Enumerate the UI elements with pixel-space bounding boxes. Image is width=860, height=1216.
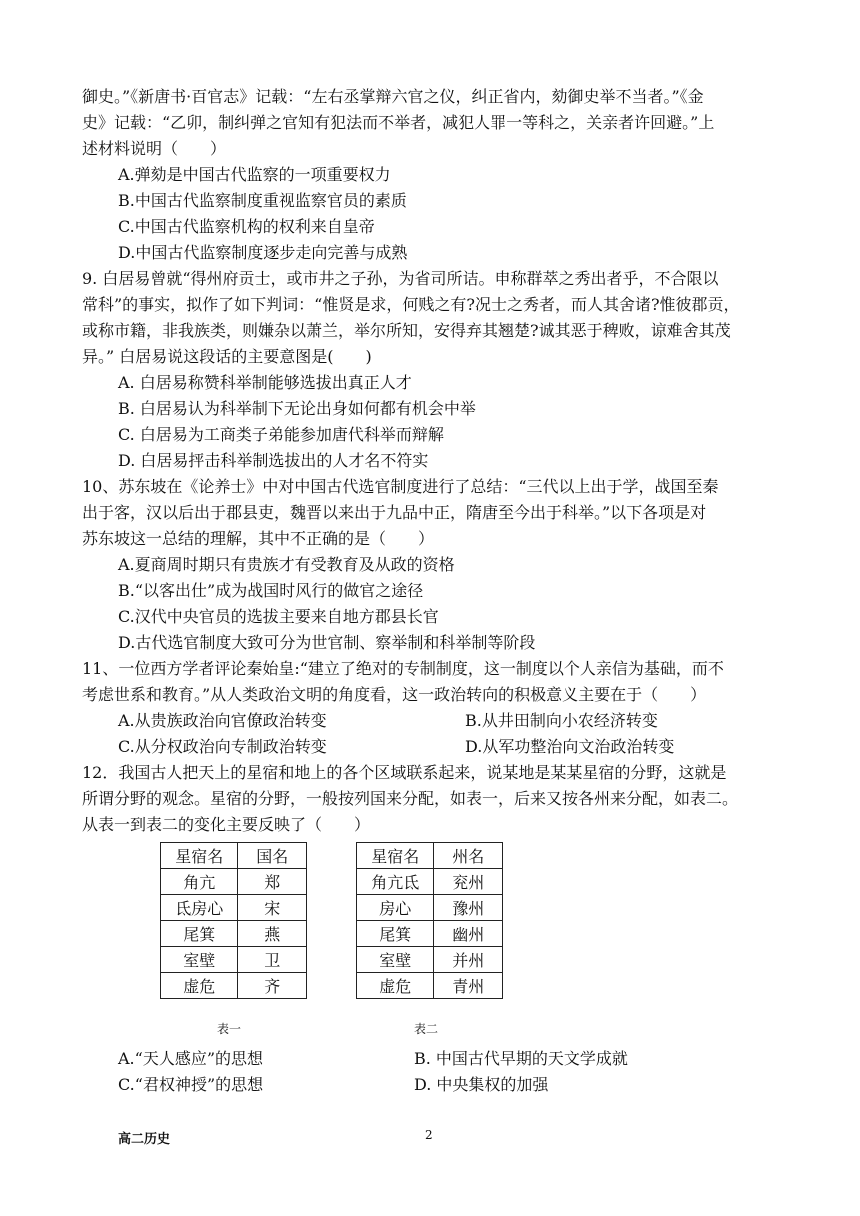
question-text-line: 10、苏东坡在《论养士》中对中国古代选官制度进行了总结：“三代以上出于学，战国至秦 [82, 477, 719, 496]
table-cell: 角亢氐 [357, 869, 434, 895]
question-text-line: 从表一到表二的变化主要反映了（ ） [82, 815, 371, 834]
option-a: A.“天人感应”的思想 [118, 1049, 264, 1068]
table-cell: 尾箕 [357, 921, 434, 947]
option-d: D. 中央集权的加强 [414, 1075, 549, 1094]
table-two-caption: 表二 [414, 1022, 439, 1036]
footer-subject: 高二历史 [118, 1132, 171, 1147]
table-cell: 幽州 [434, 921, 503, 947]
table-cell: 氐房心 [161, 895, 238, 921]
table-cell: 燕 [238, 921, 307, 947]
option-b: B.“以客出仕”成为战国时风行的做官之途径 [118, 581, 424, 600]
table-cell: 齐 [238, 973, 307, 999]
table-two [356, 842, 503, 999]
table-cell: 虚危 [161, 973, 238, 999]
table-row [161, 947, 307, 973]
page-number: 2 [425, 1128, 433, 1142]
table-cell: 房心 [357, 895, 434, 921]
table-row [357, 973, 503, 999]
table-row [161, 869, 307, 895]
table-row [357, 947, 503, 973]
option-a: A.从贵族政治向官僚政治转变 [118, 711, 327, 730]
table-cell: 卫 [238, 947, 307, 973]
option-a: A.夏商周时期只有贵族才有受教育及从政的资格 [118, 555, 455, 574]
option-d: D.从军功整治向文治政治转变 [465, 737, 675, 756]
question-text-line: 出于客，汉以后出于郡县吏，魏晋以来出于九品中正，隋唐至今出于科举。”以下各项是对 [82, 503, 707, 522]
table-row [357, 895, 503, 921]
table-header-cell: 星宿名 [357, 843, 434, 869]
question-text-line: 异。” 白居易说这段话的主要意图是( ) [82, 347, 372, 366]
question-text-line: 述材料说明（ ） [82, 139, 227, 158]
table-header-row [357, 843, 503, 869]
table-cell: 室壁 [357, 947, 434, 973]
option-c: C.“君权神授”的思想 [118, 1075, 264, 1094]
option-b: B. 白居易认为科举制下无论出身如何都有机会中举 [118, 399, 476, 418]
table-cell: 郑 [238, 869, 307, 895]
table-header-cell: 州名 [434, 843, 503, 869]
option-b: B. 中国古代早期的天文学成就 [414, 1049, 628, 1068]
table-one [160, 842, 307, 999]
question-text-line: 御史。”《新唐书·百官志》记载：“左右丞掌辩六官之仪，纠正省内，劾御史举不当者。”《金 [82, 87, 704, 106]
question-text-line: 苏东坡这一总结的理解，其中不正确的是（ ） [82, 529, 435, 548]
option-c: C.从分权政治向专制政治转变 [118, 737, 327, 756]
table-cell: 兖州 [434, 869, 503, 895]
option-d: D.古代选官制度大致可分为世官制、察举制和科举制等阶段 [118, 633, 536, 652]
table-cell: 角亢 [161, 869, 238, 895]
option-c: C.中国古代监察机构的权利来自皇帝 [118, 217, 375, 236]
question-text-line: 史》记载：“乙卯，制纠弹之官知有犯法而不举者，减犯人罪一等科之，关亲者许回避。”上 [82, 113, 715, 132]
question-text-line: 考虑世系和教育。”从人类政治文明的角度看，这一政治转向的积极意义主要在于（ ） [82, 685, 707, 704]
table-cell: 并州 [434, 947, 503, 973]
option-c: C.汉代中央官员的选拔主要来自地方郡县长官 [118, 607, 439, 626]
table-row [357, 869, 503, 895]
question-text-line: 所谓分野的观念。星宿的分野，一般按列国来分配，如表一，后来又按各州来分配，如表二。 [82, 789, 739, 808]
table-cell: 室壁 [161, 947, 238, 973]
question-text-line: 常科”的事实，拟作了如下判词：“惟贤是求，何贱之有?况士之秀者，而人其舍诸?惟彼郡贡， [82, 295, 740, 314]
table-cell: 青州 [434, 973, 503, 999]
table-row [161, 973, 307, 999]
table-one-caption: 表一 [217, 1022, 242, 1036]
table-header-cell: 国名 [238, 843, 307, 869]
option-b: B.从井田制向小农经济转变 [465, 711, 658, 730]
option-d: D. 白居易抨击科举制选拔出的人才名不符实 [118, 451, 429, 470]
option-a: A. 白居易称赞科举制能够选拔出真正人才 [118, 373, 412, 392]
question-text-line: 12．我国古人把天上的星宿和地上的各个区域联系起来，说某地是某某星宿的分野，这就是 [82, 763, 727, 782]
table-row [161, 921, 307, 947]
option-a: A.弹劾是中国古代监察的一项重要权力 [118, 165, 391, 184]
option-d: D.中国古代监察制度逐步走向完善与成熟 [118, 243, 408, 262]
table-cell: 宋 [238, 895, 307, 921]
option-b: B.中国古代监察制度重视监察官员的素质 [118, 191, 407, 210]
option-c: C. 白居易为工商类子弟能参加唐代科举而辩解 [118, 425, 444, 444]
table-cell: 尾箕 [161, 921, 238, 947]
table-cell: 虚危 [357, 973, 434, 999]
table-row [357, 921, 503, 947]
table-cell: 豫州 [434, 895, 503, 921]
question-text-line: 11、一位西方学者评论秦始皇:“建立了绝对的专制制度，这一制度以个人亲信为基础，而不 [82, 659, 724, 678]
table-header-row [161, 843, 307, 869]
table-row [161, 895, 307, 921]
question-text-line: 9. 白居易曾就“得州府贡士，或市井之子孙，为省司所诘。申称群萃之秀出者乎，不合限以 [82, 269, 719, 288]
question-text-line: 或称市籍，非我族类，则嫌杂以萧兰，举尔所知，安得弃其翘楚?诚其恶于稗败，谅难舍其茂 [82, 321, 731, 340]
table-header-cell: 星宿名 [161, 843, 238, 869]
